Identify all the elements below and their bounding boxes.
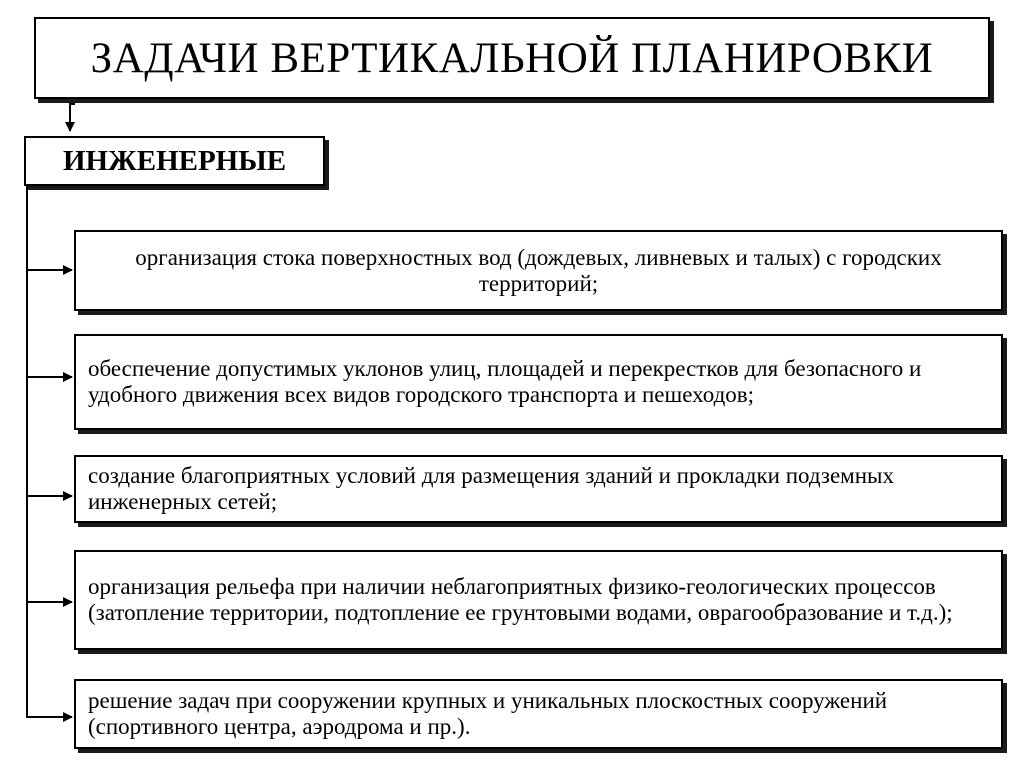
task-box-4	[74, 550, 1003, 650]
task-box-1	[74, 230, 1003, 311]
task-box-5	[74, 679, 1003, 749]
task-text-4: организация рельефа при наличии неблагоприятных физико-геологических процессов (затопление территории, подтопление ее грунтовыми водами, оврагообразование и т.д.);	[88, 574, 953, 625]
title-to-category-arrow	[70, 99, 74, 131]
task-text-5: решение задач при сооружении крупных и уникальных плоскостных сооружений (спортивного центра, аэродрома и пр.).	[88, 688, 888, 739]
task-text-3: создание благоприятных условий для размещения зданий и прокладки подземных инженерных сетей;	[88, 463, 894, 514]
task-text-2: обеспечение допустимых уклонов улиц, площадей и перекрестков для безопасного и удобного движения всех видов городского транспорта и пешеходов;	[88, 356, 922, 407]
category-box	[24, 136, 325, 186]
category-label: ИНЖЕНЕРНЫЕ	[62, 144, 287, 177]
task-box-3	[74, 455, 1003, 523]
task-text-1: организация стока поверхностных вод (дождевых, ливневых и талых) с городских территорий;	[135, 244, 942, 296]
diagram-title	[34, 17, 990, 99]
diagram-title-text: ЗАДАЧИ ВЕРТИКАЛЬНОЙ ПЛАНИРОВКИ	[90, 34, 934, 82]
task-box-2	[74, 334, 1003, 430]
